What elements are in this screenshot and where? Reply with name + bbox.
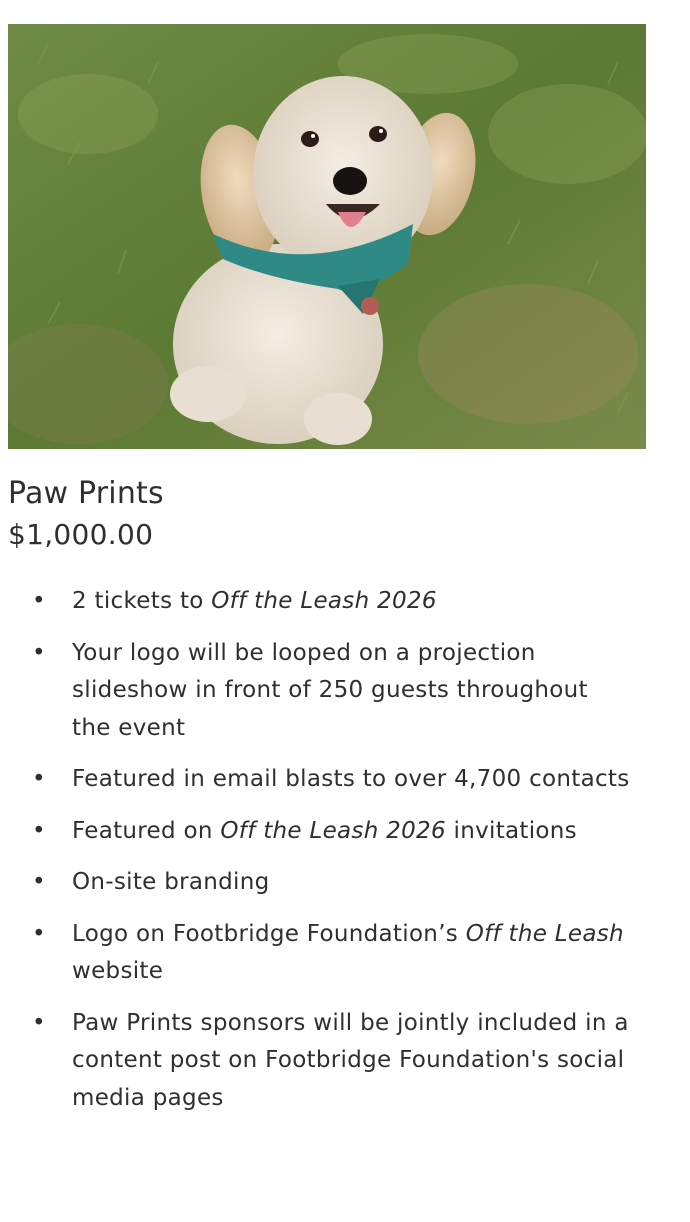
- bullet-icon: •: [32, 766, 46, 792]
- benefit-list-item: [8, 864, 632, 902]
- bullet-icon: •: [32, 869, 46, 895]
- product-title: Paw Prints: [8, 476, 164, 511]
- benefit-list-item: [8, 635, 632, 748]
- benefit-text: invitations: [445, 817, 577, 844]
- bullet-icon: •: [32, 1009, 46, 1036]
- benefit-list-item: [8, 916, 632, 991]
- product-image: [8, 24, 646, 449]
- bullet-icon: •: [32, 588, 46, 614]
- bullet-icon: •: [32, 920, 46, 947]
- product-card: [8, 24, 646, 1131]
- product-price: $1,000.00: [8, 518, 154, 551]
- benefit-list-item: [8, 813, 632, 851]
- bullet-icon: •: [32, 639, 46, 666]
- benefit-text-italic: Off the Leash: [465, 920, 624, 947]
- benefit-text: 2 tickets to: [72, 588, 212, 614]
- benefit-text: Featured on: [72, 817, 221, 844]
- benefit-list-item: [8, 761, 632, 799]
- benefit-text: website: [72, 958, 164, 984]
- benefit-text: Featured in email blasts to over 4,700 contacts: [72, 766, 630, 792]
- benefit-text: Logo on Footbridge Foundation’s: [72, 920, 466, 947]
- benefit-list-item: [8, 583, 632, 621]
- benefit-text: Your logo will be looped on a projection slideshow in front of 250 guests throughout the event: [72, 639, 588, 741]
- benefit-text: Paw Prints sponsors will be jointly included in a content post on Footbridge Foundation's social media pages: [72, 1009, 629, 1111]
- benefit-text-italic: Off the Leash 2026: [211, 588, 437, 614]
- bullet-icon: •: [32, 817, 46, 844]
- benefit-list-item: [8, 1005, 632, 1118]
- benefit-text-italic: Off the Leash 2026: [220, 817, 446, 844]
- benefit-text: On-site branding: [72, 869, 270, 895]
- dog-photo-illustration: [8, 24, 646, 449]
- benefits-list: [8, 583, 646, 1117]
